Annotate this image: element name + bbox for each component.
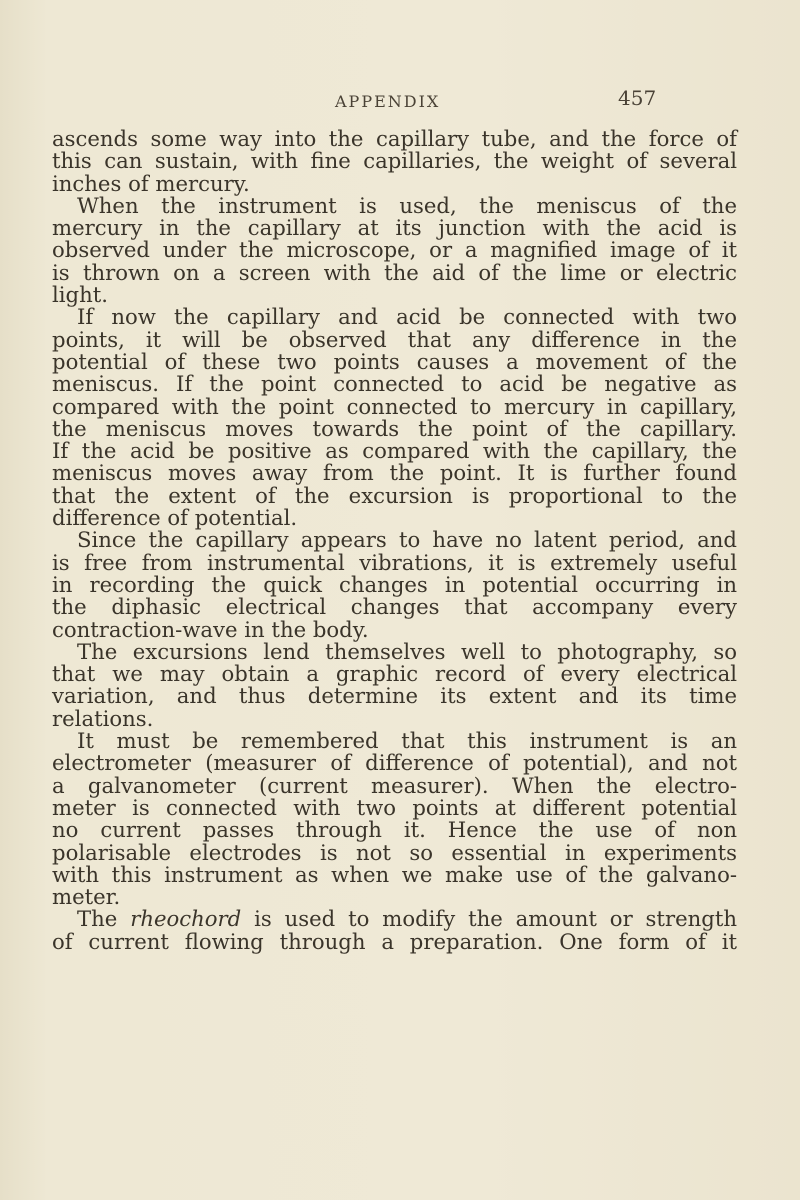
rheochord-suffix: is used to modify the amount or strength: [241, 906, 737, 932]
text-line: If the acid be positive as compared with the capillary, the: [52, 438, 737, 464]
body-text: [52, 128, 737, 953]
text-line: meniscus. If the point connected to acid be negative as: [52, 371, 737, 397]
text-line: the meniscus moves towards the point of the capillary.: [52, 415, 737, 441]
text-line: no current passes through it. Hence the use of non: [52, 817, 737, 843]
text-line: contraction-wave in the body.: [52, 616, 369, 642]
text-line: [52, 908, 737, 930]
text-line: that we may obtain a graphic record of every electrical: [52, 661, 737, 687]
text-line: electrometer (measurer of difference of potential), and not: [52, 750, 737, 776]
text-line: a galvanometer (current measurer). When the electro-: [52, 772, 737, 798]
text-line: this can sustain, with fine capillaries, the weight of several: [52, 148, 737, 174]
text-line: meniscus moves away from the point. It is further found: [52, 460, 737, 486]
text-line: meter is connected with two points at different potential: [52, 794, 737, 820]
rheochord-prefix: The: [77, 906, 131, 932]
text-lines: [52, 128, 737, 908]
text-line: variation, and thus determine its extent and its time: [52, 683, 737, 709]
text-line: difference of potential.: [52, 505, 298, 531]
text-line: that the extent of the excursion is proportional to the: [52, 482, 737, 508]
text-line: When the instrument is used, the meniscus of the: [77, 192, 737, 218]
text-line: of current flowing through a preparation. One form of it: [52, 928, 737, 954]
text-line: is free from instrumental vibrations, it is extremely useful: [52, 549, 737, 575]
text-line: ascends some way into the capillary tube, and the force of: [52, 126, 737, 151]
text-line: potential of these two points causes a movement of the: [52, 348, 737, 374]
text-line: Since the capillary appears to have no latent period, and: [77, 527, 737, 553]
text-line: polarisable electrodes is not so essential in experiments: [52, 839, 737, 865]
rheochord-term: rheochord: [130, 906, 242, 932]
text-line: with this instrument as when we make use of the galvano-: [52, 861, 737, 887]
text-line: meter.: [52, 884, 121, 910]
text-line: mercury in the capillary at its junction with the acid is: [52, 215, 737, 241]
text-line: compared with the point connected to mercury in capillary,: [52, 393, 737, 419]
text-line: inches of mercury.: [52, 170, 250, 196]
running-title: APPENDIX: [335, 92, 441, 111]
running-head: [0, 86, 800, 116]
text-line: light.: [52, 282, 109, 308]
text-line: points, it will be observed that any difference in the: [52, 326, 737, 352]
text-line: in recording the quick changes in potential occurring in: [52, 571, 737, 597]
text-line: observed under the microscope, or a magnified image of it: [52, 237, 737, 263]
text-line: If now the capillary and acid be connected with two: [77, 304, 737, 330]
page-number: 457: [618, 86, 657, 110]
text-line: is thrown on a screen with the aid of the lime or electric: [52, 259, 737, 285]
text-line: It must be remembered that this instrument is an: [77, 728, 737, 754]
text-line: The excursions lend themselves well to photography, so: [77, 638, 737, 664]
text-line: relations.: [52, 705, 154, 731]
text-line: the diphasic electrical changes that accompany every: [52, 594, 737, 620]
